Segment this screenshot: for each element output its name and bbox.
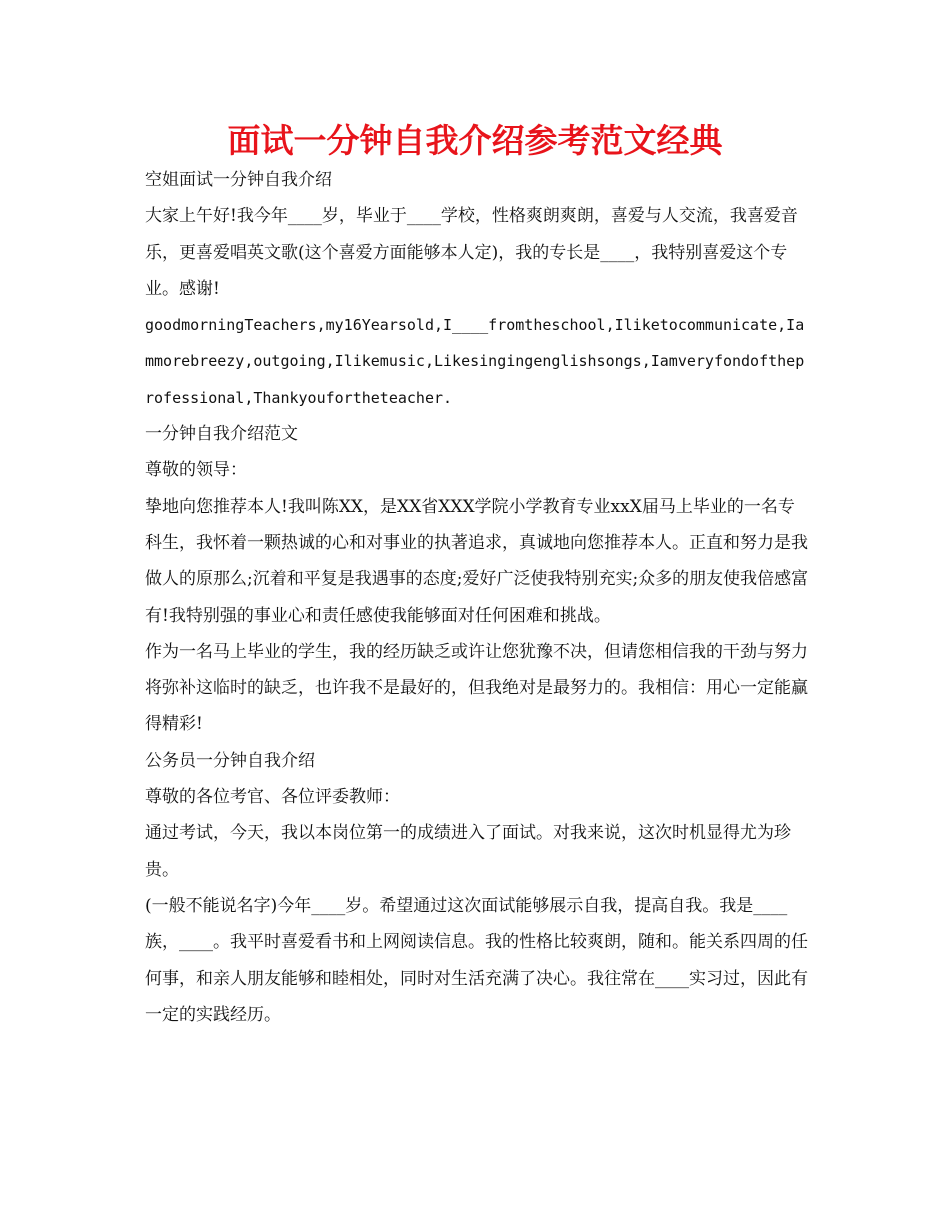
document-title: 面试一分钟自我介绍参考范文经典	[227, 121, 723, 160]
section-heading-civil-servant: 公务员一分钟自我介绍	[145, 750, 315, 771]
paragraph-civil-servant-exam: 通过考试，今天，我以本岗位第一的成绩进入了面试。对我来说，这次时机显得尤为珍贵。	[145, 823, 791, 880]
salutation-examiners: 尊敬的各位考官、各位评委教师：	[145, 787, 400, 808]
paragraph-flight-attendant-intro: 大家上午好!我今年____岁，毕业于____学校，性格爽朗爽朗，喜爱与人交流，我喜爱音乐，更喜爱唱英文歌(这个喜爱方面能够本人定)，我的专长是____，我特别喜爱这个专业。感谢!	[145, 206, 798, 299]
paragraph-english-intro: goodmorningTeachers,my16Yearsold,I____fromtheschool,Iliketocommunicate,Iammorebreezy,outgoing,Ilikemusic,Likesingingenglishsongs,Iamveryfondoftheprofessional,Thankyoufortheteacher.	[145, 316, 805, 407]
paragraph-sample-recommendation: 挚地向您推荐本人!我叫陈XX，是XX省XXX学院小学教育专业xxX届马上毕业的一名专科生，我怀着一颗热诚的心和对事业的执著追求，真诚地向您推荐本人。正直和努力是我做人的原那么;沉着和平复是我遇事的态度;爱好广泛使我特别充实;众多的朋友使我倍感富有!我特别强的事业心和责任感使我能够面对任何困难和挑战。	[145, 496, 809, 626]
paragraph-civil-servant-intro: (一般不能说名字)今年____岁。希望通过这次面试能够展示自我，提高自我。我是____族，____。我平时喜爱看书和上网阅读信息。我的性格比较爽朗，随和。能关系四周的任何事，和亲人朋友能够和睦相处，同时对生活充满了决心。我往常在____实习过，因此有一定的实践经历。	[145, 895, 808, 1025]
paragraph-sample-closing: 作为一名马上毕业的学生，我的经历缺乏或许让您犹豫不决，但请您相信我的干劲与努力将弥补这临时的缺乏，也许我不是最好的，但我绝对是最努力的。我相信：用心一定能赢得精彩!	[145, 641, 808, 735]
section-heading-sample: 一分钟自我介绍范文	[145, 424, 298, 445]
salutation-leader: 尊敬的领导：	[145, 460, 247, 481]
section-heading-flight-attendant: 空姐面试一分钟自我介绍	[145, 170, 332, 190]
document-body	[145, 162, 810, 1033]
